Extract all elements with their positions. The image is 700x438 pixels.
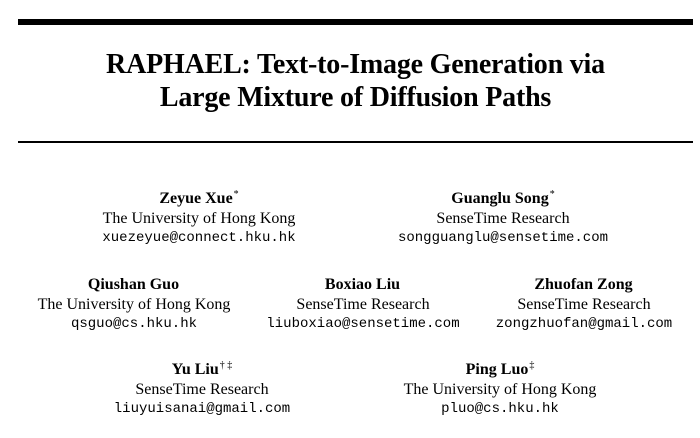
author-qiushan-guo bbox=[38, 275, 231, 335]
author-name-text: Qiushan Guo bbox=[87, 276, 180, 293]
author-affiliation: The University of Hong Kong bbox=[403, 381, 597, 398]
author-email: pluo@cs.hku.hk bbox=[441, 401, 559, 417]
author-name-text: Boxiao Liu bbox=[324, 276, 401, 293]
author-affiliation: SenseTime Research bbox=[436, 210, 570, 227]
author-zeyue-xue bbox=[102, 189, 295, 249]
author-zhuofan-zong bbox=[496, 275, 672, 335]
author-name-text: Yu Liu bbox=[171, 361, 219, 378]
title-line-2: Large Mixture of Diffusion Paths bbox=[159, 82, 552, 113]
corresponding-author-mark: ‡ bbox=[529, 360, 535, 371]
author-affiliation: SenseTime Research bbox=[296, 296, 430, 313]
author-name bbox=[404, 360, 597, 380]
top-rule bbox=[18, 19, 693, 25]
equal-contribution-mark: * bbox=[549, 189, 555, 200]
author-email: qsguo@cs.hku.hk bbox=[70, 316, 198, 332]
author-name-text: Guanglu Song bbox=[451, 190, 549, 207]
author-name bbox=[398, 189, 608, 209]
author-name-text: Zhuofan Zong bbox=[534, 276, 633, 293]
author-name bbox=[114, 360, 290, 380]
author-ping-luo bbox=[404, 360, 597, 420]
corresponding-author-mark: † ‡ bbox=[219, 360, 233, 371]
author-email: liuyuisanai@gmail.com bbox=[113, 401, 291, 417]
author-name-text: Zeyue Xue bbox=[159, 190, 233, 207]
author-email: zongzhuofan@gmail.com bbox=[495, 316, 673, 332]
author-name bbox=[266, 275, 459, 295]
equal-contribution-mark: * bbox=[233, 189, 239, 200]
author-affiliation: The University of Hong Kong bbox=[37, 296, 231, 313]
title-line-1: RAPHAEL: Text-to-Image Generation via bbox=[106, 49, 605, 80]
author-affiliation: The University of Hong Kong bbox=[102, 210, 296, 227]
author-yu-liu bbox=[114, 360, 290, 420]
author-name bbox=[496, 275, 672, 295]
author-affiliation: SenseTime Research bbox=[517, 296, 651, 313]
author-email: xuezeyue@connect.hku.hk bbox=[102, 230, 296, 246]
author-name-text: Ping Luo bbox=[465, 361, 529, 378]
author-affiliation: SenseTime Research bbox=[135, 381, 269, 398]
title-bottom-rule bbox=[18, 141, 693, 143]
author-name bbox=[102, 189, 295, 209]
author-boxiao-liu bbox=[266, 275, 459, 335]
author-email: songguanglu@sensetime.com bbox=[397, 230, 609, 246]
author-name bbox=[38, 275, 231, 295]
author-guanglu-song bbox=[398, 189, 608, 249]
author-email: liuboxiao@sensetime.com bbox=[266, 316, 460, 332]
paper-title bbox=[18, 48, 693, 114]
